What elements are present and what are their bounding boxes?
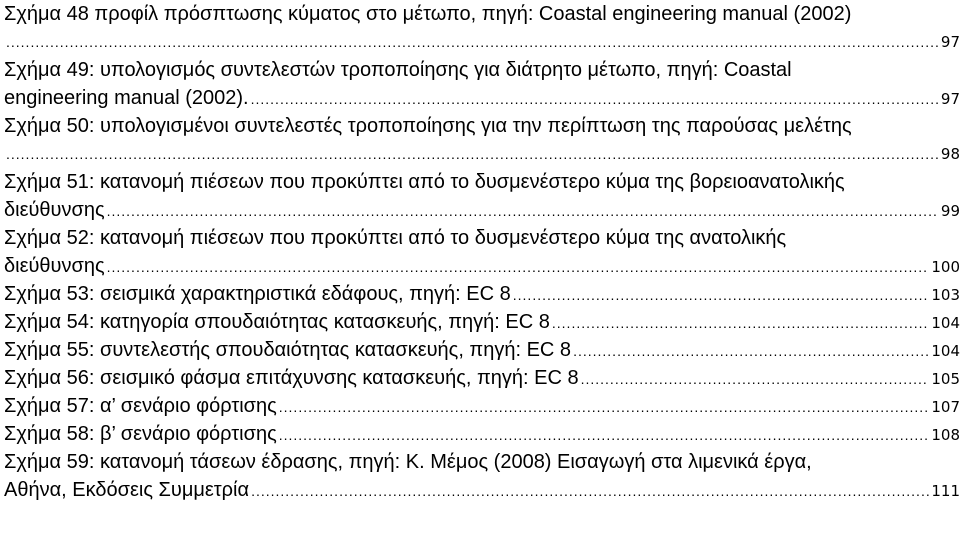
toc-page-number: 104 xyxy=(931,314,960,332)
toc-entry-53[interactable] xyxy=(4,280,960,308)
toc-entry-text: διεύθυνσης xyxy=(4,255,105,277)
toc-entry-text: Σχήμα 57: α’ σενάριο φόρτισης xyxy=(4,395,277,417)
toc-entry-text: Αθήνα, Εκδόσεις Συμμετρία xyxy=(4,479,250,501)
toc-entry-text: Σχήμα 48 προφίλ πρόσπτωσης κύματος στο μέτωπο, πηγή: Coastal engineering manual (2002) xyxy=(4,3,852,25)
toc-entry-text: διεύθυνσης xyxy=(4,199,105,221)
toc-page-number: 107 xyxy=(931,398,960,416)
dot-leader xyxy=(573,337,929,364)
toc-entry-59[interactable] xyxy=(4,448,960,504)
toc-page-number: 98 xyxy=(940,145,960,163)
toc-entry-text: Σχήμα 49: υπολογισμός συντελεστών τροποποίησης για διάτρητο μέτωπο, πηγή: Coastal xyxy=(4,59,792,81)
toc-entry-49[interactable] xyxy=(4,56,960,112)
toc-entry-text: Σχήμα 55: συντελεστής σπουδαιότητας κατασκευής, πηγή: EC 8 xyxy=(4,339,572,361)
toc-entry-52[interactable] xyxy=(4,224,960,280)
toc-entry-text: engineering manual (2002). xyxy=(4,87,249,109)
table-of-figures xyxy=(4,0,960,504)
toc-entry-51[interactable] xyxy=(4,168,960,224)
toc-entry-text: Σχήμα 56: σεισμικό φάσμα επιτάχυνσης κατασκευής, πηγή: EC 8 xyxy=(4,367,579,389)
toc-entry-text: Σχήμα 52: κατανομή πιέσεων που προκύπτει από το δυσμενέστερο κύμα της ανατολικής xyxy=(4,227,787,249)
toc-entry-57[interactable] xyxy=(4,392,960,420)
dot-leader xyxy=(279,421,930,448)
dot-leader xyxy=(251,477,929,504)
dot-leader xyxy=(581,365,930,392)
dot-leader xyxy=(513,281,930,308)
dot-leader xyxy=(251,85,939,112)
toc-entry-50[interactable] xyxy=(4,112,960,168)
toc-page-number: 103 xyxy=(931,286,960,304)
toc-page-number: 97 xyxy=(940,33,960,51)
toc-entry-text: Σχήμα 58: β’ σενάριο φόρτισης xyxy=(4,423,277,445)
toc-entry-text: Σχήμα 54: κατηγορία σπουδαιότητας κατασκευής, πηγή: EC 8 xyxy=(4,311,550,333)
toc-page-number: 105 xyxy=(931,370,960,388)
toc-page-number: 104 xyxy=(931,342,960,360)
dot-leader xyxy=(107,197,939,224)
dot-leader xyxy=(6,140,939,168)
toc-entry-54[interactable] xyxy=(4,308,960,336)
dot-leader xyxy=(107,253,930,280)
toc-entry-48[interactable] xyxy=(4,0,960,56)
toc-page-number: 99 xyxy=(940,202,960,220)
toc-entry-text: Σχήμα 59: κατανομή τάσεων έδρασης, πηγή: Κ. Μέμος (2008) Εισαγωγή στα λιμενικά έργα, xyxy=(4,451,812,473)
toc-entry-55[interactable] xyxy=(4,336,960,364)
toc-page-number: 100 xyxy=(931,258,960,276)
toc-entry-text: Σχήμα 53: σεισμικά χαρακτηριστικά εδάφους, πηγή: EC 8 xyxy=(4,283,511,305)
toc-page-number: 97 xyxy=(940,90,960,108)
toc-entry-text: Σχήμα 50: υπολογισμένοι συντελεστές τροποποίησης για την περίπτωση της παρούσας μελέτης xyxy=(4,115,852,137)
dot-leader xyxy=(6,28,939,56)
dot-leader xyxy=(279,393,930,420)
toc-page-number: 111 xyxy=(931,482,960,500)
toc-entry-text: Σχήμα 51: κατανομή πιέσεων που προκύπτει από το δυσμενέστερο κύμα της βορειοανατολικής xyxy=(4,171,845,193)
dot-leader xyxy=(552,309,929,336)
toc-entry-58[interactable] xyxy=(4,420,960,448)
toc-page-number: 108 xyxy=(931,426,960,444)
toc-entry-56[interactable] xyxy=(4,364,960,392)
